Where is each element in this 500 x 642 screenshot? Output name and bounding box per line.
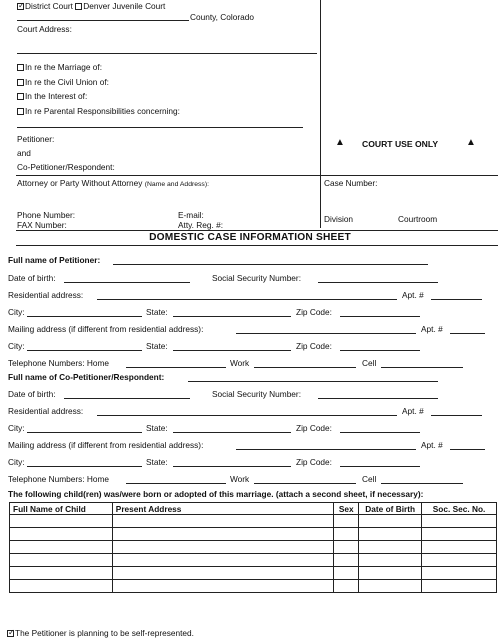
petitioner-mailing-city-field[interactable] xyxy=(27,350,142,351)
petitioner-ssn-label: Social Security Number: xyxy=(212,273,301,283)
petitioner-state-label: State: xyxy=(146,307,168,317)
denver-juvenile-court-label: Denver Juvenile Court xyxy=(83,1,166,11)
in-re-names-field[interactable] xyxy=(17,127,303,128)
table-cell[interactable] xyxy=(334,554,359,567)
table-row xyxy=(10,580,497,593)
table-cell[interactable] xyxy=(10,567,113,580)
table-cell[interactable] xyxy=(112,554,333,567)
table-row xyxy=(10,567,497,580)
self-represented-row[interactable] xyxy=(7,628,194,638)
denver-juvenile-court-checkbox[interactable] xyxy=(75,3,82,10)
table-row xyxy=(10,541,497,554)
in-re-marriage-option[interactable]: In re the Marriage of: xyxy=(17,62,102,72)
table-row xyxy=(10,515,497,528)
co-petitioner-phone-cell-field[interactable] xyxy=(381,483,463,484)
petitioner-phone-work-field[interactable] xyxy=(254,367,356,368)
county-suffix: County, Colorado xyxy=(190,12,254,22)
petitioner-mailing-label: Mailing address (if different from residential address): xyxy=(8,324,204,334)
caption-divider xyxy=(320,0,321,228)
children-table xyxy=(9,502,497,593)
atty-reg-label: Atty. Reg. #: xyxy=(178,220,224,230)
table-cell[interactable] xyxy=(334,580,359,593)
table-cell[interactable] xyxy=(422,554,497,567)
table-cell[interactable] xyxy=(112,567,333,580)
co-petitioner-state-field[interactable] xyxy=(173,432,291,433)
petitioner-full-name-field[interactable] xyxy=(113,264,428,265)
table-cell[interactable] xyxy=(334,528,359,541)
col-present-address: Present Address xyxy=(112,503,333,515)
petitioner-caption-label: Petitioner: xyxy=(17,134,55,144)
division-label: Division xyxy=(324,214,354,224)
petitioner-phone-cell-field[interactable] xyxy=(381,367,463,368)
petitioner-mailing-state-label: State: xyxy=(146,341,168,351)
col-full-name-child: Full Name of Child xyxy=(10,503,113,515)
co-petitioner-phone-home-field[interactable] xyxy=(126,483,226,484)
co-petitioner-state-label: State: xyxy=(146,423,168,433)
table-cell[interactable] xyxy=(422,541,497,554)
table-cell[interactable] xyxy=(422,567,497,580)
table-cell[interactable] xyxy=(422,580,497,593)
co-petitioner-mailing-zip-field[interactable] xyxy=(340,466,420,467)
petitioner-phone-work-label: Work xyxy=(230,358,250,368)
co-petitioner-zip-field[interactable] xyxy=(340,432,420,433)
co-petitioner-ssn-label: Social Security Number: xyxy=(212,389,301,399)
table-row xyxy=(10,528,497,541)
co-petitioner-zip-label: Zip Code: xyxy=(296,423,332,433)
co-petitioner-phone-work-field[interactable] xyxy=(254,483,356,484)
in-re-civil-union-checkbox[interactable] xyxy=(17,79,24,86)
case-number-label: Case Number: xyxy=(324,178,378,188)
table-cell[interactable] xyxy=(359,580,422,593)
court-address-label: Court Address: xyxy=(17,24,72,34)
children-heading: The following child(ren) was/were born or adopted of this marriage. (attach a second sheet, if necessary): xyxy=(8,489,424,499)
table-cell[interactable] xyxy=(112,580,333,593)
petitioner-dob-field[interactable] xyxy=(64,282,190,283)
in-the-interest-option[interactable]: In the Interest of: xyxy=(17,91,87,101)
co-petitioner-phone-work-label: Work xyxy=(230,474,250,484)
attorney-label: Attorney or Party Without Attorney xyxy=(17,178,143,188)
co-petitioner-caption-label: Co-Petitioner/Respondent: xyxy=(17,162,115,172)
table-cell[interactable] xyxy=(359,541,422,554)
table-cell[interactable] xyxy=(10,554,113,567)
email-label: E-mail: xyxy=(178,210,204,220)
court-use-only: COURT USE ONLY xyxy=(362,139,439,149)
co-petitioner-mailing-field[interactable] xyxy=(236,449,416,450)
petitioner-mailing-apt-label: Apt. # xyxy=(421,324,443,334)
form-title: DOMESTIC CASE INFORMATION SHEET xyxy=(149,232,351,243)
table-cell[interactable] xyxy=(422,528,497,541)
self-represented-label: The Petitioner is planning to be self-represented. xyxy=(15,628,194,638)
and-label: and xyxy=(17,148,31,158)
petitioner-state-field[interactable] xyxy=(173,316,291,317)
district-court-checkbox[interactable] xyxy=(17,3,24,10)
petitioner-residential-field[interactable] xyxy=(97,299,397,300)
table-cell[interactable] xyxy=(10,541,113,554)
co-petitioner-apt-field[interactable] xyxy=(431,415,482,416)
table-cell[interactable] xyxy=(334,515,359,528)
petitioner-mailing-state-field[interactable] xyxy=(173,350,291,351)
children-table-header xyxy=(10,503,497,515)
in-re-civil-union-option[interactable]: In re the Civil Union of: xyxy=(17,77,109,87)
petitioner-phone-cell-label: Cell xyxy=(362,358,377,368)
co-petitioner-mailing-label: Mailing address (if different from residential address): xyxy=(8,440,204,450)
petitioner-dob-label: Date of birth: xyxy=(8,273,56,283)
co-petitioner-dob-field[interactable] xyxy=(64,398,190,399)
co-petitioner-mailing-state-field[interactable] xyxy=(173,466,291,467)
triangle-right-icon: ▲ xyxy=(466,137,476,148)
co-petitioner-ssn-field[interactable] xyxy=(318,398,438,399)
fax-number-label: FAX Number: xyxy=(17,220,67,230)
court-type-row xyxy=(17,1,165,11)
county-name-field[interactable] xyxy=(17,20,189,21)
petitioner-city-label: City: xyxy=(8,307,25,317)
co-petitioner-residential-field[interactable] xyxy=(97,415,397,416)
triangle-left-icon: ▲ xyxy=(335,137,345,148)
table-cell[interactable] xyxy=(359,528,422,541)
courtroom-label: Courtroom xyxy=(398,214,438,224)
petitioner-phone-home-field[interactable] xyxy=(126,367,226,368)
in-re-parental-option[interactable]: In re Parental Responsibilities concerning: xyxy=(17,106,180,116)
co-petitioner-dob-label: Date of birth: xyxy=(8,389,56,399)
co-petitioner-mailing-apt-field[interactable] xyxy=(450,449,485,450)
attorney-sub-label: (Name and Address): xyxy=(144,181,209,188)
co-petitioner-mailing-city-field[interactable] xyxy=(27,466,142,467)
table-cell[interactable] xyxy=(359,567,422,580)
table-row xyxy=(10,554,497,567)
col-soc-sec-no: Soc. Sec. No. xyxy=(422,503,497,515)
table-cell[interactable] xyxy=(112,528,333,541)
in-re-parental-checkbox[interactable] xyxy=(17,108,24,115)
petitioner-zip-label: Zip Code: xyxy=(296,307,332,317)
petitioner-apt-label: Apt. # xyxy=(402,290,424,300)
table-cell[interactable] xyxy=(422,515,497,528)
co-petitioner-phone-cell-label: Cell xyxy=(362,474,377,484)
col-sex: Sex xyxy=(334,503,359,515)
in-re-marriage-checkbox[interactable] xyxy=(17,64,24,71)
table-cell[interactable] xyxy=(10,515,113,528)
co-petitioner-apt-label: Apt. # xyxy=(402,406,424,416)
attorney-label-row xyxy=(17,178,209,188)
co-petitioner-mailing-city-label: City: xyxy=(8,457,25,467)
co-petitioner-mailing-apt-label: Apt. # xyxy=(421,440,443,450)
co-petitioner-city-label: City: xyxy=(8,423,25,433)
co-petitioner-residential-label: Residential address: xyxy=(8,406,84,416)
petitioner-zip-field[interactable] xyxy=(340,316,420,317)
self-represented-checkbox[interactable] xyxy=(7,630,14,637)
district-court-label: District Court xyxy=(25,1,73,11)
petitioner-mailing-apt-field[interactable] xyxy=(450,333,485,334)
petitioner-full-name-label: Full name of Petitioner: xyxy=(8,255,101,265)
table-cell[interactable] xyxy=(10,580,113,593)
petitioner-phone-home-label: Telephone Numbers: Home xyxy=(8,358,109,368)
court-address-field[interactable] xyxy=(17,53,317,54)
table-cell[interactable] xyxy=(334,567,359,580)
in-the-interest-checkbox[interactable] xyxy=(17,93,24,100)
petitioner-mailing-city-label: City: xyxy=(8,341,25,351)
table-cell[interactable] xyxy=(112,541,333,554)
co-petitioner-mailing-zip-label: Zip Code: xyxy=(296,457,332,467)
phone-number-label: Phone Number: xyxy=(17,210,76,220)
table-cell[interactable] xyxy=(359,515,422,528)
petitioner-mailing-zip-field[interactable] xyxy=(340,350,420,351)
co-petitioner-phone-home-label: Telephone Numbers: Home xyxy=(8,474,109,484)
table-cell[interactable] xyxy=(359,554,422,567)
petitioner-ssn-field[interactable] xyxy=(318,282,438,283)
table-cell[interactable] xyxy=(10,528,113,541)
co-petitioner-mailing-state-label: State: xyxy=(146,457,168,467)
co-petitioner-full-name-field[interactable] xyxy=(188,381,438,382)
petitioner-mailing-field[interactable] xyxy=(236,333,416,334)
petitioner-mailing-zip-label: Zip Code: xyxy=(296,341,332,351)
col-date-of-birth: Date of Birth xyxy=(359,503,422,515)
petitioner-city-field[interactable] xyxy=(27,316,142,317)
co-petitioner-full-name-label: Full name of Co-Petitioner/Respondent: xyxy=(8,372,165,382)
petitioner-apt-field[interactable] xyxy=(431,299,482,300)
co-petitioner-city-field[interactable] xyxy=(27,432,142,433)
table-cell[interactable] xyxy=(112,515,333,528)
table-cell[interactable] xyxy=(334,541,359,554)
petitioner-residential-label: Residential address: xyxy=(8,290,84,300)
